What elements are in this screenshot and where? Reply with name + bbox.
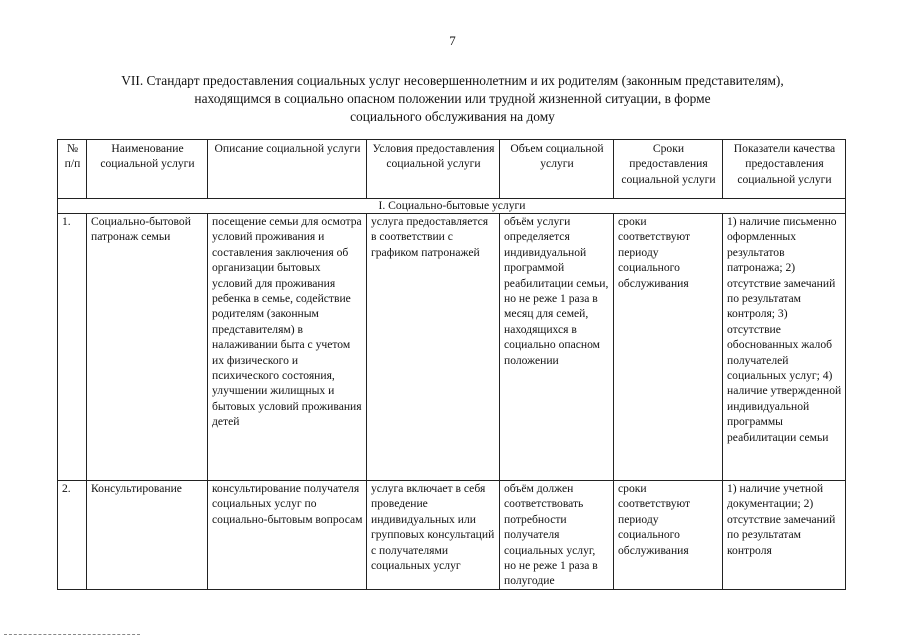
table-row (58, 481, 846, 590)
service-quality: 1) наличие письменно оформленных результатов патронажа; 2) отсутствие замечаний по результатам контроля; 3) отсутствие обоснованных жалоб получателей социальных услуг; 4) наличие утвержденной индивидуальной программы реабилитации семьи (723, 214, 846, 481)
service-terms: сроки соответствуют периоду социального обслуживания (614, 214, 723, 481)
table-header-row (58, 140, 846, 199)
header-service-name: Наименование социальной услуги (87, 140, 208, 199)
section-row (58, 199, 846, 214)
header-description: Описание социальной услуги (208, 140, 367, 199)
bottom-divider (4, 634, 140, 635)
document-heading (40, 72, 865, 126)
heading-line-2: находящимся в социально опасном положении или трудной жизненной ситуации, в форме (194, 91, 711, 106)
header-number: № п/п (58, 140, 87, 199)
heading-line-3: социального обслуживания на дому (350, 109, 555, 124)
header-terms: Сроки предоставления социальной услуги (614, 140, 723, 199)
service-description: посещение семьи для осмотра условий проживания и составления заключения об организации бытовых условий для проживания ребенка в семье, содействие родителям (законным представителям) в налаживании быта с учетом их физического и психического состояния, улучшении жилищных и бытовых условий проживания детей (208, 214, 367, 481)
service-conditions: услуга включает в себя проведение индивидуальных или групповых консультаций с получателями социальных услуг (367, 481, 500, 590)
header-conditions: Условия предоставления социальной услуги (367, 140, 500, 199)
row-number: 1. (58, 214, 87, 481)
row-number: 2. (58, 481, 87, 590)
header-volume: Объем социальной услуги (500, 140, 614, 199)
service-quality: 1) наличие учетной документации; 2) отсутствие замечаний по результатам контроля (723, 481, 846, 590)
service-conditions: услуга предоставляется в соответствии с графиком патронажей (367, 214, 500, 481)
table-row (58, 214, 846, 481)
service-description: консультирование получателя социальных услуг по социально-бытовым вопросам (208, 481, 367, 590)
services-standard-table (57, 139, 846, 590)
heading-line-1: VII. Стандарт предоставления социальных услуг несовершеннолетним и их родителям (законным представителям), (121, 73, 784, 88)
service-volume: объём услуги определяется индивидуальной программой реабилитации семьи, но не реже 1 раза в месяц для семей, находящихся в социально опасном положении (500, 214, 614, 481)
section-title: I. Социально-бытовые услуги (58, 199, 846, 214)
service-name: Консультирование (87, 481, 208, 590)
service-terms: сроки соответствуют периоду социального обслуживания (614, 481, 723, 590)
service-volume: объём должен соответствовать потребности получателя социальных услуг, но не реже 1 раза в полугодие (500, 481, 614, 590)
service-name: Социально-бытовой патронаж семьи (87, 214, 208, 481)
page-number: 7 (449, 33, 456, 48)
header-quality: Показатели качества предоставления социальной услуги (723, 140, 846, 199)
